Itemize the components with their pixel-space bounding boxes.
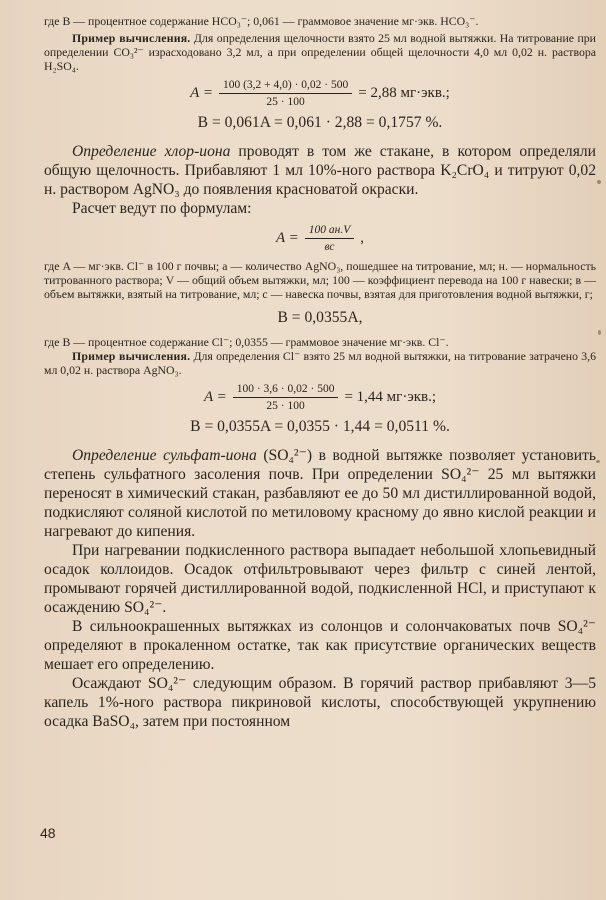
chlor-formula-b: B = 0,0355A,	[277, 309, 363, 326]
chlor-calc-intro: Расчет ведут по формулам:	[72, 200, 252, 217]
formula-fraction	[233, 383, 339, 412]
formula-denominator: 25 · 100	[266, 96, 305, 108]
formula-lhs: A =	[203, 389, 227, 405]
formula-denominator: 25 · 100	[266, 400, 305, 412]
chlor-title: Определение хлор-иона	[72, 143, 231, 160]
chlor-formula-a	[44, 224, 596, 253]
example1-formula-b: B = 0,061A = 0,061 · 2,88 = 0,1757 %.	[197, 114, 443, 131]
formula-tail: ,	[360, 230, 364, 246]
chlor-text: проводят в том же стакане, в котором определяли общую щелочность. Прибавляют 1 мл 10%-ного раствора K₂CrO₄ и титруют 0,02 н. раствором AgNO₃ до появления красноватой окраски.	[44, 143, 596, 198]
example1-text: Для определения щелочности взято 25 мл водной вытяжки. На титрование при определении CO₃²⁻ израсходовано 3,2 мл, а при определении общей щелочности 4,0 мл 0,02 н. раствора H₂SO₄.	[44, 31, 596, 73]
formula-result: = 1,44 мг·экв.;	[344, 389, 437, 405]
example2-paragraph	[44, 349, 596, 377]
formula-fraction	[305, 224, 354, 253]
chlor-paragraph	[44, 142, 596, 199]
paper-speck	[597, 180, 601, 184]
example2-text: Для определения Cl⁻ взято 25 мл водной вытяжки, на титрование затрачено 3,6 мл 0,02 н. раствора AgNO₃.	[44, 349, 596, 377]
sulfate-text-1: (SO₄²⁻) в водной вытяжке позволяет установить степень сульфатного засоления почв. При определении SO₄²⁻ 25 мл вытяжки переносят в химический стакан, разбавляют ее до 50 мл дистиллированной водой, подкисляют соляной кислотой по метиловому красному до явно кислой реакции и нагревают до кипения.	[44, 447, 596, 540]
page-number: 48	[40, 825, 56, 841]
formula-lhs: A =	[276, 230, 299, 246]
sulfate-paragraph-2: При нагревании подкисленного раствора выпадает небольшой хлопьевидный осадок коллоидов. Осадок отфильтровывают через фильтр с синей лентой, промывают горячей дистиллированной водой, подкисленной HCl, и приступают к осаждению SO₄²⁻.	[44, 542, 596, 616]
sulfate-paragraph-3: В сильноокрашенных вытяжках из солонцов и солончаковатых почв SO₄²⁻ определяют в прокаленном остатке, так как присутствие органических веществ мешает его определению.	[44, 618, 596, 673]
chlor-explanation: где A — мг·экв. Cl⁻ в 100 г почвы; a — количество AgNO₃, пошедшее на титрование, мл; н. — нормальность титрованного раствора; V — общий объем вытяжки, мл; 100 — коэффициент перевода на 100 г навески; в — объем вытяжки, взятый на титрование, мл; с — навеска почвы, взятая для приготовления водной вытяжки, г;	[44, 259, 596, 301]
formula-lhs: A =	[190, 85, 213, 101]
formula-numerator: 100 · 3,6 · 0,02 · 500	[233, 383, 339, 398]
sulfate-paragraph-1	[44, 446, 596, 541]
formula-denominator: вс	[324, 241, 335, 253]
example2-heading: Пример вычисления.	[72, 349, 191, 363]
example1-formula-a	[44, 79, 596, 108]
chlor-b-definition: где B — процентное содержание Cl⁻; 0,0355 — граммовое значение мг·экв. Cl⁻.	[44, 335, 449, 349]
formula-fraction	[219, 79, 352, 108]
paper-speck	[596, 460, 600, 463]
paper-speck	[598, 330, 601, 335]
example1-heading: Пример вычисления.	[72, 31, 191, 45]
example2-formula-b: B = 0,0355A = 0,0355 · 1,44 = 0,0511 %.	[190, 418, 450, 435]
sulfate-paragraph-4: Осаждают SO₄²⁻ следующим образом. В горячий раствор прибавляют 3—5 капель 1%-ного раствора пикриновой кислоты, способствующей укрупнению осадка BaSO₄, затем при постоянном	[44, 675, 596, 730]
formula-result: = 2,88 мг·экв.;	[358, 85, 450, 101]
formula-numerator: 100 (3,2 + 4,0) · 0,02 · 500	[219, 79, 352, 94]
example2-formula-a	[44, 383, 596, 412]
sulfate-title: Определение сульфат-иона	[72, 447, 257, 464]
formula-numerator: 100 ан.V	[305, 224, 354, 239]
intro-definition: где B — процентное содержание HCO₃⁻; 0,061 — граммовое значение мг·экв. HCO₃⁻.	[44, 14, 479, 28]
example1-paragraph	[44, 31, 596, 73]
